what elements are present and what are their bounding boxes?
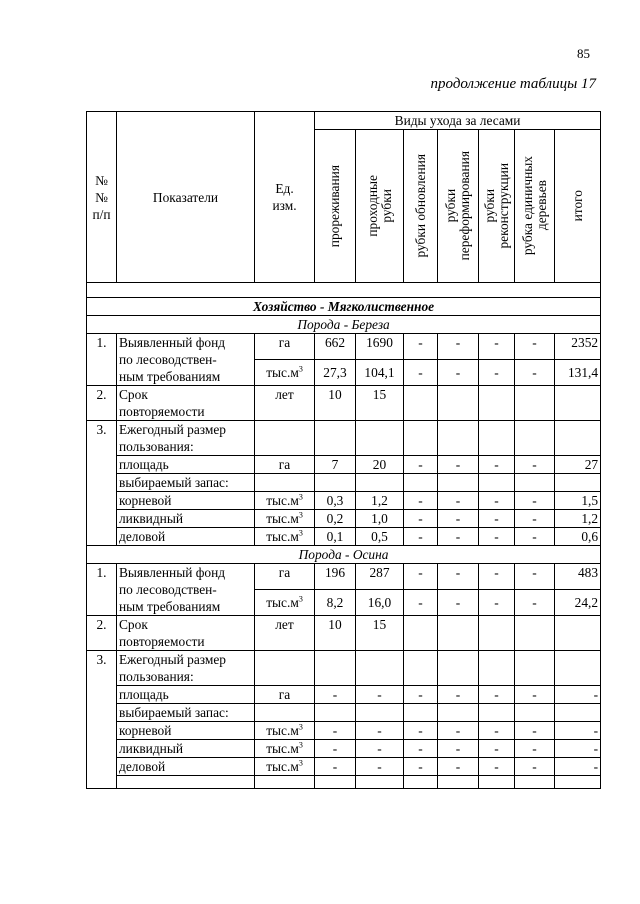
value-cell — [438, 421, 479, 456]
value-cell: - — [315, 740, 356, 758]
value-total-cell — [555, 616, 601, 651]
unit-cell — [255, 474, 315, 492]
header-num-line: п/п — [92, 206, 111, 222]
value-cell: - — [515, 360, 555, 386]
value-cell: - — [356, 722, 404, 740]
value-cell: 10 — [315, 386, 356, 421]
header-unit-line: изм. — [272, 198, 297, 213]
value-cell: - — [479, 510, 515, 528]
indicator-line: по лесоводствен- — [119, 352, 217, 367]
value-cell: 1,0 — [356, 510, 404, 528]
table-row — [87, 386, 601, 421]
value-cell: - — [515, 510, 555, 528]
value-cell: - — [438, 686, 479, 704]
value-total-cell — [555, 704, 601, 722]
value-cell: 10 — [315, 616, 356, 651]
unit-cell: га — [255, 686, 315, 704]
breed-title: Порода - Береза — [87, 316, 601, 334]
unit-superscript: 3 — [298, 594, 303, 604]
empty-cell — [438, 776, 479, 789]
value-cell: 483 — [555, 564, 601, 590]
forest-care-table — [86, 111, 601, 789]
table-row — [87, 651, 601, 686]
empty-cell — [479, 776, 515, 789]
value-cell — [438, 474, 479, 492]
value-cell — [515, 386, 555, 421]
value-total-cell — [555, 651, 601, 686]
value-cell: - — [404, 740, 438, 758]
header-num — [87, 112, 117, 283]
row-number: 3. — [87, 421, 117, 546]
value-cell: - — [515, 564, 555, 590]
unit-cell: $тыс.м^3$ — [255, 722, 315, 740]
value-cell — [315, 704, 356, 722]
value-cell: - — [479, 334, 515, 360]
header-col-label: рубка единичных деревьев — [519, 156, 549, 256]
value-cell — [438, 651, 479, 686]
value-cell — [315, 474, 356, 492]
value-cell: - — [438, 334, 479, 360]
indicator-label — [117, 386, 255, 421]
indicator-label: ликвидный — [117, 510, 255, 528]
indicator-label: корневой — [117, 722, 255, 740]
section-title: Хозяйство - Мягколиственное — [87, 298, 601, 316]
value-cell: - — [315, 686, 356, 704]
table-row — [87, 686, 601, 704]
value-cell: - — [479, 722, 515, 740]
value-cell — [438, 704, 479, 722]
table-row — [87, 740, 601, 758]
value-cell — [515, 616, 555, 651]
value-cell: - — [515, 740, 555, 758]
value-cell: - — [404, 528, 438, 546]
table-row — [87, 722, 601, 740]
value-cell — [356, 421, 404, 456]
indicator-label — [117, 616, 255, 651]
unit-cell: га — [255, 456, 315, 474]
empty-cell — [515, 776, 555, 789]
indicator-line: ным требованиям — [119, 599, 221, 614]
value-cell: - — [479, 590, 515, 616]
table-continuation-caption: продолжение таблицы 17 — [430, 76, 596, 92]
value-cell — [479, 386, 515, 421]
value-cell: - — [404, 334, 438, 360]
breed-row — [87, 546, 601, 564]
unit-cell: $тыс.м^3$ — [255, 528, 315, 546]
value-cell — [479, 616, 515, 651]
header-unit — [255, 112, 315, 283]
value-cell: 24,2 — [555, 590, 601, 616]
unit-cell: $тыс.м^3$ — [255, 492, 315, 510]
indicator-line: повторяемости — [119, 404, 205, 419]
value-cell: - — [515, 758, 555, 776]
value-cell: 131,4 — [555, 360, 601, 386]
indicator-label: площадь — [117, 686, 255, 704]
value-cell: 15 — [356, 616, 404, 651]
indicator-label — [117, 651, 255, 686]
value-cell — [404, 616, 438, 651]
header-col-7 — [555, 130, 601, 283]
empty-cell — [555, 776, 601, 789]
unit-cell: га — [255, 564, 315, 590]
value-cell: 27,3 — [315, 360, 356, 386]
indicator-line: Выявленный фонд — [119, 565, 226, 580]
value-total-cell — [555, 474, 601, 492]
value-cell — [404, 651, 438, 686]
value-cell: - — [404, 456, 438, 474]
value-total-cell: - — [555, 686, 601, 704]
value-total-cell: - — [555, 740, 601, 758]
value-cell — [515, 704, 555, 722]
header-col-label: рубки переформирования — [443, 151, 472, 261]
value-cell: 7 — [315, 456, 356, 474]
value-cell: - — [515, 528, 555, 546]
value-cell: - — [479, 456, 515, 474]
value-cell: - — [515, 334, 555, 360]
value-cell: - — [479, 360, 515, 386]
header-col-4 — [438, 130, 479, 283]
unit-cell: $тыс.м^3$ — [255, 360, 315, 386]
header-col-5 — [479, 130, 515, 283]
value-total-cell — [555, 386, 601, 421]
unit-cell: лет — [255, 386, 315, 421]
value-cell: 15 — [356, 386, 404, 421]
header-col-6 — [515, 130, 555, 283]
table-row — [87, 474, 601, 492]
value-cell — [404, 421, 438, 456]
value-cell: 0,3 — [315, 492, 356, 510]
value-cell: 0,1 — [315, 528, 356, 546]
value-cell: - — [479, 758, 515, 776]
value-cell: - — [515, 456, 555, 474]
breed-title: Порода - Осина — [87, 546, 601, 564]
value-cell: - — [438, 492, 479, 510]
header-col-label: прореживания — [327, 164, 342, 248]
unit-cell: га — [255, 334, 315, 360]
empty-cell — [255, 776, 315, 789]
indicator-line: Ежегодный размер — [119, 652, 227, 667]
value-cell: - — [356, 758, 404, 776]
value-cell: 0,5 — [356, 528, 404, 546]
unit-cell: $тыс.м^3$ — [255, 510, 315, 528]
unit-superscript: 3 — [298, 722, 303, 732]
header-col-1 — [315, 130, 356, 283]
table-body — [87, 316, 601, 789]
value-cell — [404, 386, 438, 421]
table-row — [87, 528, 601, 546]
value-cell — [404, 474, 438, 492]
value-cell — [315, 651, 356, 686]
value-cell: 196 — [315, 564, 356, 590]
value-cell: 287 — [356, 564, 404, 590]
unit-cell: лет — [255, 616, 315, 651]
header-unit-line: Ед. — [275, 181, 294, 196]
value-cell: - — [479, 492, 515, 510]
value-cell: 1,2 — [356, 492, 404, 510]
header-col-label: рубки реконструкции — [481, 163, 511, 249]
value-cell — [479, 651, 515, 686]
unit-cell — [255, 651, 315, 686]
value-cell: - — [404, 722, 438, 740]
indicator-line: повторяемости — [119, 634, 205, 649]
value-cell: - — [515, 492, 555, 510]
value-cell: - — [404, 686, 438, 704]
value-cell: - — [438, 722, 479, 740]
unit-cell — [255, 421, 315, 456]
value-total-cell: 0,6 — [555, 528, 601, 546]
unit-superscript: 3 — [298, 740, 303, 750]
value-cell — [438, 386, 479, 421]
indicator-line: Срок — [119, 387, 148, 402]
indicator-label: деловой — [117, 528, 255, 546]
trailing-row — [87, 776, 601, 789]
indicator-label: площадь — [117, 456, 255, 474]
table-row — [87, 616, 601, 651]
value-total-cell: - — [555, 758, 601, 776]
value-cell: - — [479, 686, 515, 704]
row-number: 1. — [87, 564, 117, 616]
value-cell: - — [404, 590, 438, 616]
page-number: 85 — [577, 46, 590, 61]
indicator-label: выбираемый запас: — [117, 704, 255, 722]
indicator-label — [117, 564, 255, 616]
indicator-line: по лесоводствен- — [119, 582, 217, 597]
value-cell — [356, 704, 404, 722]
value-cell: - — [479, 740, 515, 758]
value-cell: - — [438, 564, 479, 590]
value-cell: 8,2 — [315, 590, 356, 616]
value-cell: 0,2 — [315, 510, 356, 528]
value-cell — [356, 651, 404, 686]
empty-cell — [356, 776, 404, 789]
header-col-label: итого — [569, 190, 585, 222]
value-cell: - — [438, 740, 479, 758]
value-cell: - — [515, 686, 555, 704]
value-cell: - — [404, 564, 438, 590]
value-cell: 16,0 — [356, 590, 404, 616]
unit-superscript: 3 — [298, 528, 303, 538]
spacer-row — [87, 283, 601, 298]
indicator-line: Выявленный фонд — [119, 335, 226, 350]
indicator-line: ным требованиям — [119, 369, 221, 384]
header-col-3 — [404, 130, 438, 283]
table-row — [87, 492, 601, 510]
value-cell: - — [404, 758, 438, 776]
unit-cell: $тыс.м^3$ — [255, 740, 315, 758]
value-cell: - — [438, 456, 479, 474]
value-cell — [404, 704, 438, 722]
unit-superscript: 3 — [298, 758, 303, 768]
value-cell — [515, 651, 555, 686]
value-cell — [479, 474, 515, 492]
empty-cell — [315, 776, 356, 789]
value-cell: - — [404, 360, 438, 386]
table-row — [87, 334, 601, 360]
value-cell: - — [356, 740, 404, 758]
header-care-types: Виды ухода за лесами — [315, 112, 601, 130]
indicator-line: пользования: — [119, 439, 194, 454]
value-cell: - — [404, 510, 438, 528]
value-cell — [315, 421, 356, 456]
value-total-cell: 1,5 — [555, 492, 601, 510]
value-cell: - — [438, 528, 479, 546]
indicator-label: выбираемый запас: — [117, 474, 255, 492]
indicator-label — [117, 421, 255, 456]
unit-cell: $тыс.м^3$ — [255, 758, 315, 776]
unit-cell: $тыс.м^3$ — [255, 590, 315, 616]
header-indicators: Показатели — [117, 112, 255, 283]
value-cell — [515, 474, 555, 492]
indicator-label: корневой — [117, 492, 255, 510]
header-col-label: рубки обновления — [412, 154, 428, 258]
value-total-cell: 27 — [555, 456, 601, 474]
value-cell: - — [438, 510, 479, 528]
value-cell: - — [404, 492, 438, 510]
unit-cell — [255, 704, 315, 722]
value-cell: - — [356, 686, 404, 704]
row-number: 2. — [87, 616, 117, 651]
value-cell: 1690 — [356, 334, 404, 360]
indicator-line: пользования: — [119, 669, 194, 684]
header-col-2 — [356, 130, 404, 283]
unit-superscript: 3 — [298, 510, 303, 520]
indicator-line: Срок — [119, 617, 148, 632]
header-col-label: проходные рубки — [364, 175, 394, 237]
indicator-label: деловой — [117, 758, 255, 776]
row-number: 2. — [87, 386, 117, 421]
value-cell — [356, 474, 404, 492]
table-row — [87, 758, 601, 776]
value-cell: 2352 — [555, 334, 601, 360]
unit-superscript: 3 — [298, 364, 303, 374]
table-row — [87, 421, 601, 456]
value-cell: - — [315, 722, 356, 740]
value-cell: - — [515, 590, 555, 616]
breed-row — [87, 316, 601, 334]
table-row — [87, 564, 601, 590]
value-cell — [479, 704, 515, 722]
value-total-cell — [555, 421, 601, 456]
value-cell: 104,1 — [356, 360, 404, 386]
value-cell: - — [438, 360, 479, 386]
value-cell: 662 — [315, 334, 356, 360]
indicator-label — [117, 334, 255, 386]
empty-cell — [404, 776, 438, 789]
table-row — [87, 456, 601, 474]
value-cell: 20 — [356, 456, 404, 474]
value-cell — [438, 616, 479, 651]
value-cell — [515, 421, 555, 456]
value-cell: - — [479, 528, 515, 546]
value-total-cell: - — [555, 722, 601, 740]
unit-superscript: 3 — [298, 492, 303, 502]
value-cell: - — [315, 758, 356, 776]
value-cell: - — [438, 590, 479, 616]
table-row — [87, 510, 601, 528]
row-number: 1. — [87, 334, 117, 386]
value-total-cell: 1,2 — [555, 510, 601, 528]
row-number: 3. — [87, 651, 117, 789]
table-row — [87, 704, 601, 722]
empty-cell — [117, 776, 255, 789]
indicator-line: Ежегодный размер — [119, 422, 227, 437]
value-cell — [479, 421, 515, 456]
section-row — [87, 298, 601, 316]
value-cell: - — [438, 758, 479, 776]
header-num-line: №№ — [95, 172, 108, 205]
value-cell: - — [515, 722, 555, 740]
header-row-1 — [87, 112, 601, 130]
value-cell: - — [479, 564, 515, 590]
indicator-label: ликвидный — [117, 740, 255, 758]
spacer-cell — [87, 283, 601, 298]
